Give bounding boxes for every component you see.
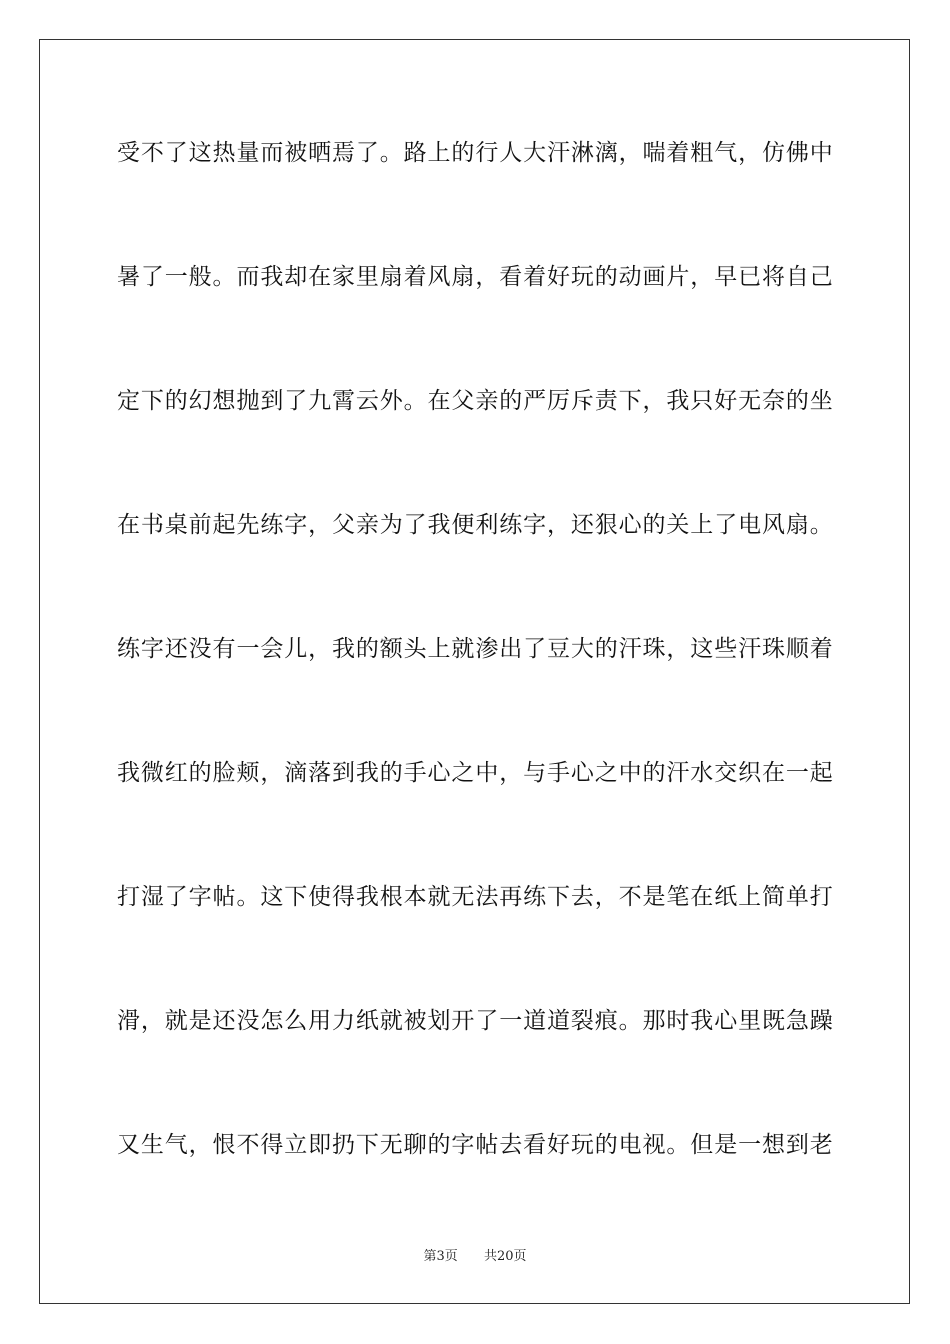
text-line: 我微红的脸颊，滴落到我的手心之中，与手心之中的汗水交织在一起 (117, 760, 833, 786)
page-total: 共20页 (484, 1249, 527, 1264)
text-line: 暑了一般。而我却在家里扇着风扇，看着好玩的动画片，早已将自己 (117, 264, 833, 290)
page-footer (0, 1245, 950, 1264)
text-line: 定下的幻想抛到了九霄云外。在父亲的严厉斥责下，我只好无奈的坐 (117, 388, 833, 414)
text-line: 又生气，恨不得立即扔下无聊的字帖去看好玩的电视。但是一想到老 (117, 1132, 833, 1158)
page-number: 第3页 (423, 1249, 458, 1264)
text-line: 滑，就是还没怎么用力纸就被划开了一道道裂痕。那时我心里既急躁 (117, 1008, 833, 1034)
text-line: 打湿了字帖。这下使得我根本就无法再练下去，不是笔在纸上简单打 (117, 884, 833, 910)
text-line: 在书桌前起先练字，父亲为了我便利练字，还狠心的关上了电风扇。 (117, 512, 833, 538)
body-text (117, 127, 833, 1243)
text-line: 受不了这热量而被晒焉了。路上的行人大汗淋漓，喘着粗气，仿佛中 (117, 140, 833, 166)
text-line: 练字还没有一会儿，我的额头上就渗出了豆大的汗珠，这些汗珠顺着 (117, 636, 833, 662)
